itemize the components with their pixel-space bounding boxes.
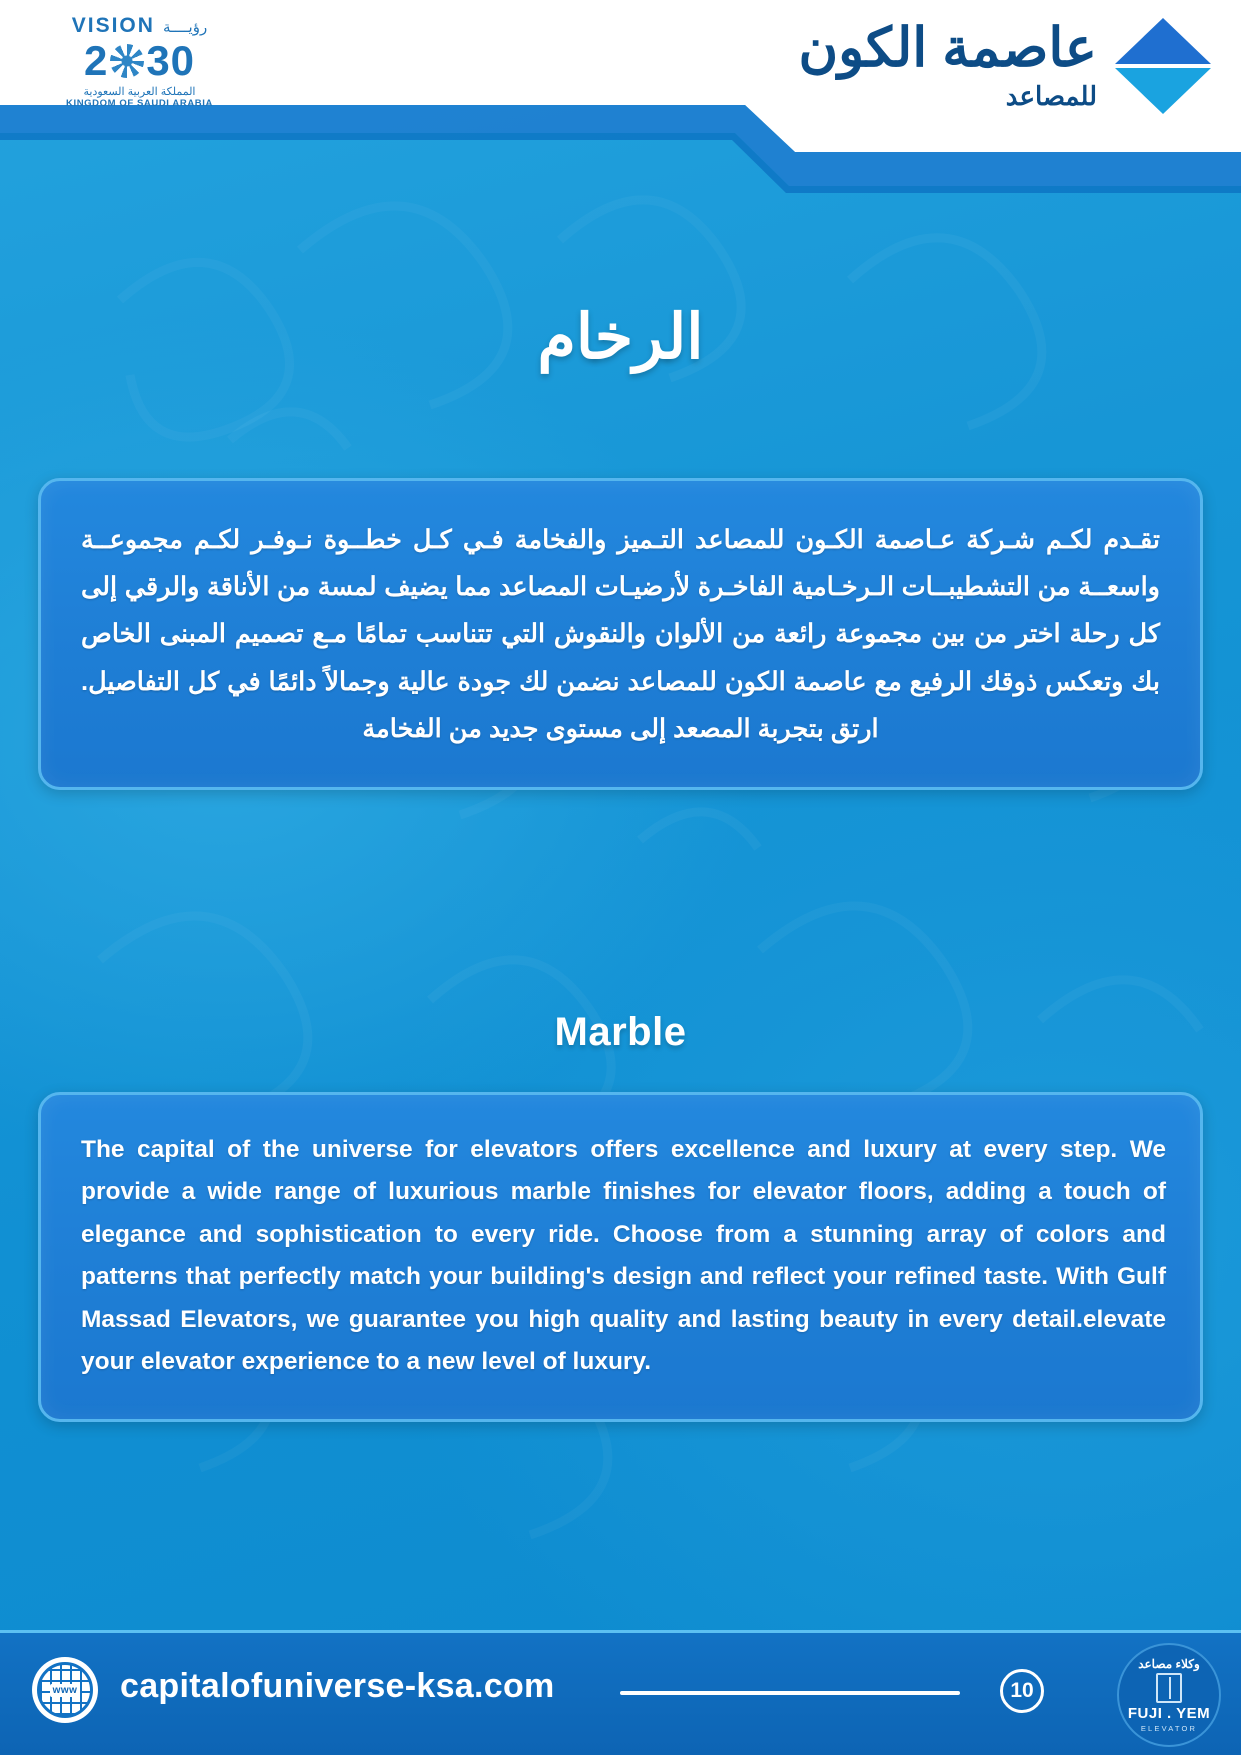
arabic-body-text: تقـدم لكـم شـركة عـاصمة الكـون للمصاعد التـميز والفخامة فـي كـل خطــوة نـوفـر لكـم مجموعــة واسعــة من التشطيبــات الـرخـامية الفاخـرة لأرضيـات المصاعد مما يضيف لمسة من الأناقة والرقي إلى كل رحلة اختر من بين مجموعة رائعة من الألوان والنقوش التي تتناسب تمامًا مـع تصميم المبنى الخاص بك وتعكس ذوقك الرفيع مع عاصمة الكون للمصاعد نضمن لك جودة عالية وجمالاً دائمًا في كل التفاصيل. ارتق بتجربة المصعد إلى مستوى جديد من الفخامة xyxy=(81,526,1160,743)
company-brand xyxy=(798,18,1211,114)
english-body-text: The capital of the universe for elevators offers excellence and luxury at every step. We provide a wide range of luxurious marble finishes for elevator floors, adding a touch of elegance and sophistication to every ride. Choose from a stunning array of colors and patterns that perfectly match your building's design and reflect your refined taste. With Gulf Massad Elevators, we guarantee you high quality and lasting beauty in every detail.elevate your elevator experience to a new level of luxury. xyxy=(81,1136,1166,1375)
footer-divider xyxy=(620,1691,960,1695)
page-footer xyxy=(0,1630,1241,1755)
vision-number-left: 2 xyxy=(83,37,109,84)
brand-name: عاصمة الكون xyxy=(798,17,1097,78)
brand-subtitle: للمصاعد xyxy=(1005,80,1097,111)
triangle-up-icon xyxy=(1115,18,1211,64)
elevator-arrows-logo-icon xyxy=(1115,18,1211,114)
partner-label-ar: وكلاء مصاعد xyxy=(1138,1657,1200,1671)
vision-country-ar: المملكة العربية السعودية xyxy=(83,86,196,98)
elevator-door-icon xyxy=(1156,1673,1182,1703)
partner-subtitle: ELEVATOR xyxy=(1140,1724,1198,1733)
vision-label-en: VISION xyxy=(71,14,155,37)
www-globe-icon xyxy=(32,1657,98,1723)
website-url[interactable]: capitalofuniverse-ksa.com xyxy=(120,1667,555,1705)
page-title-arabic: الرخام xyxy=(537,303,704,372)
arabic-text-panel xyxy=(38,478,1203,790)
english-text-panel xyxy=(38,1092,1203,1422)
vision-2030-logo xyxy=(52,14,227,109)
triangle-down-icon xyxy=(1115,68,1211,114)
page-header xyxy=(0,0,1241,205)
vision-country-en: KINGDOM OF SAUDI ARABIA xyxy=(66,98,213,109)
globe-www-label: www xyxy=(50,1684,81,1697)
partner-badge xyxy=(1117,1643,1221,1747)
vision-number-right: 30 xyxy=(146,37,196,84)
page-number-badge: 10 xyxy=(1000,1669,1044,1713)
page-title-english: Marble xyxy=(554,1010,687,1054)
vision-swirl-icon xyxy=(110,44,144,78)
vision-label-ar: رؤيــــة xyxy=(162,19,208,36)
partner-name: FUJI . YEM xyxy=(1127,1705,1211,1722)
